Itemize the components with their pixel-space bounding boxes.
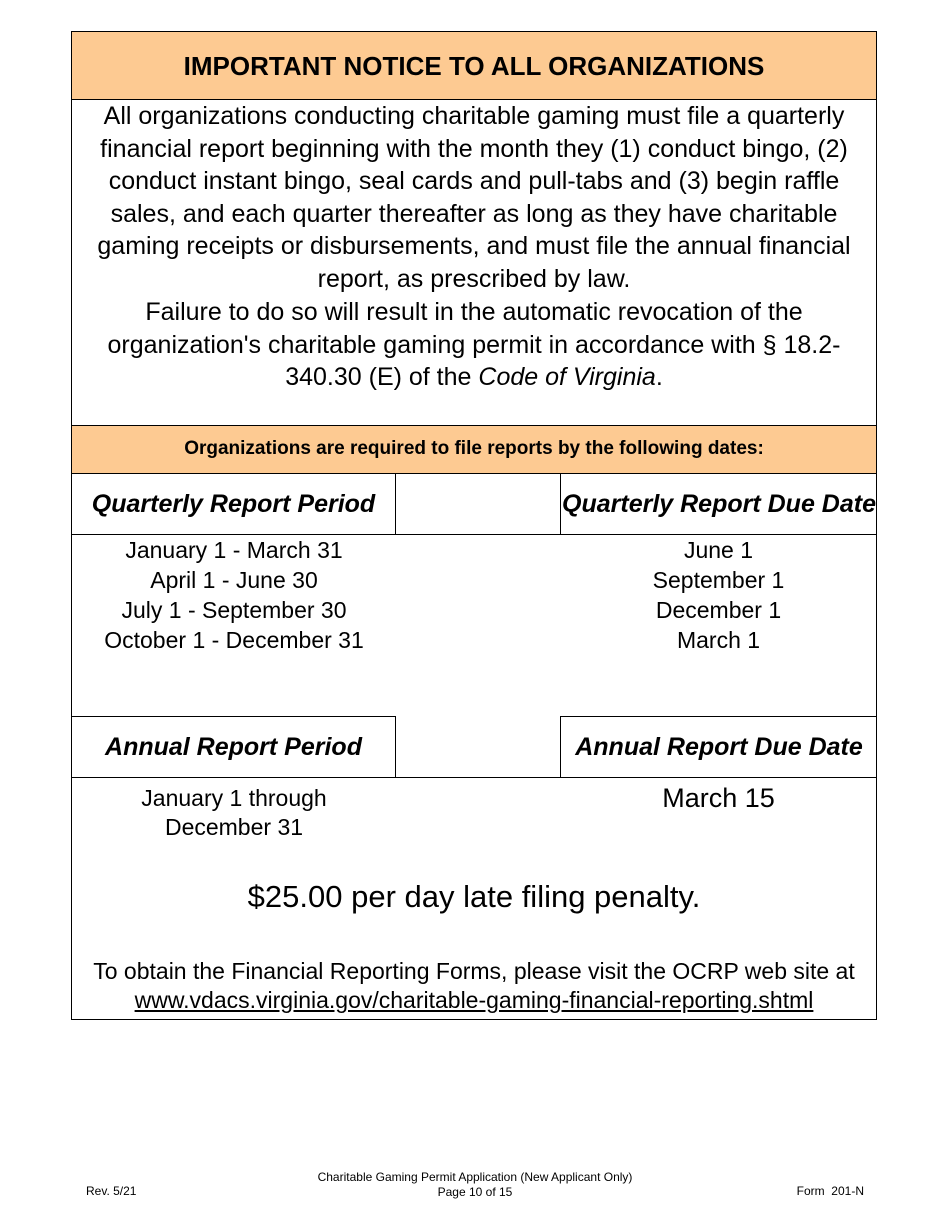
- report-dates-grid: [72, 474, 876, 1019]
- notice-title: IMPORTANT NOTICE TO ALL ORGANIZATIONS: [72, 32, 876, 100]
- list-item: June 1: [683, 537, 754, 563]
- annual-period-line-1: January 1 through: [141, 785, 327, 811]
- notice-box: [71, 31, 877, 1020]
- annual-due-date: March 15: [662, 783, 775, 813]
- divider: [72, 777, 876, 778]
- quarterly-due-header: Quarterly Report Due Date: [560, 474, 877, 535]
- obtain-text: To obtain the Financial Reporting Forms, please visit the OCRP web site at: [93, 958, 855, 984]
- quarterly-period-header: Quarterly Report Period: [72, 474, 396, 535]
- footer-form: Form 201-N: [796, 1184, 864, 1198]
- annual-due-header: Annual Report Due Date: [560, 716, 877, 778]
- footer-doc-title: Charitable Gaming Permit Application (New Applicant Only): [317, 1170, 633, 1184]
- list-item: April 1 - June 30: [150, 567, 318, 593]
- footer-rev: Rev. 5/21: [86, 1184, 137, 1198]
- quarterly-period-list: [72, 535, 396, 655]
- annual-period-header: Annual Report Period: [72, 716, 396, 778]
- list-item: July 1 - September 30: [121, 597, 347, 623]
- list-item: December 1: [655, 597, 782, 623]
- annual-period-line-2: December 31: [164, 814, 304, 840]
- list-item: October 1 - December 31: [104, 627, 364, 653]
- footer-center: [275, 1170, 675, 1200]
- notice-paragraph-1: All organizations conducting charitable gaming must file a quarterly financial report beginning with the month they (1) conduct bingo, (2) conduct instant bingo, seal cards and pull-tabs and (3) begin raffle sales, and each quarter thereafter as long as they have charitable gaming receipts or disbursements, and must file the annual financial report, as prescribed by law.: [97, 102, 851, 293]
- quarterly-due-list: [560, 535, 877, 655]
- list-item: September 1: [652, 567, 785, 593]
- annual-period: [72, 784, 396, 842]
- code-of-virginia: Code of Virginia: [478, 363, 656, 391]
- paragraph-2-main: Failure to do so will result in the automatic revocation of the organization's charitable gaming permit in accordance with § 18.2-340.30 (E) of the: [107, 298, 841, 391]
- footer-page: Page 10 of 15: [437, 1185, 513, 1199]
- reporting-forms-link[interactable]: www.vdacs.virginia.gov/charitable-gaming-financial-reporting.shtml: [134, 987, 814, 1013]
- dates-heading: Organizations are required to file reports by the following dates:: [72, 426, 876, 474]
- list-item: January 1 - March 31: [125, 537, 343, 563]
- late-penalty: $25.00 per day late filing penalty.: [247, 879, 701, 914]
- list-item: March 1: [676, 627, 761, 653]
- paragraph-2-end: .: [655, 363, 663, 391]
- obtain-forms: [72, 957, 876, 1015]
- notice-paragraph-2: [72, 296, 876, 426]
